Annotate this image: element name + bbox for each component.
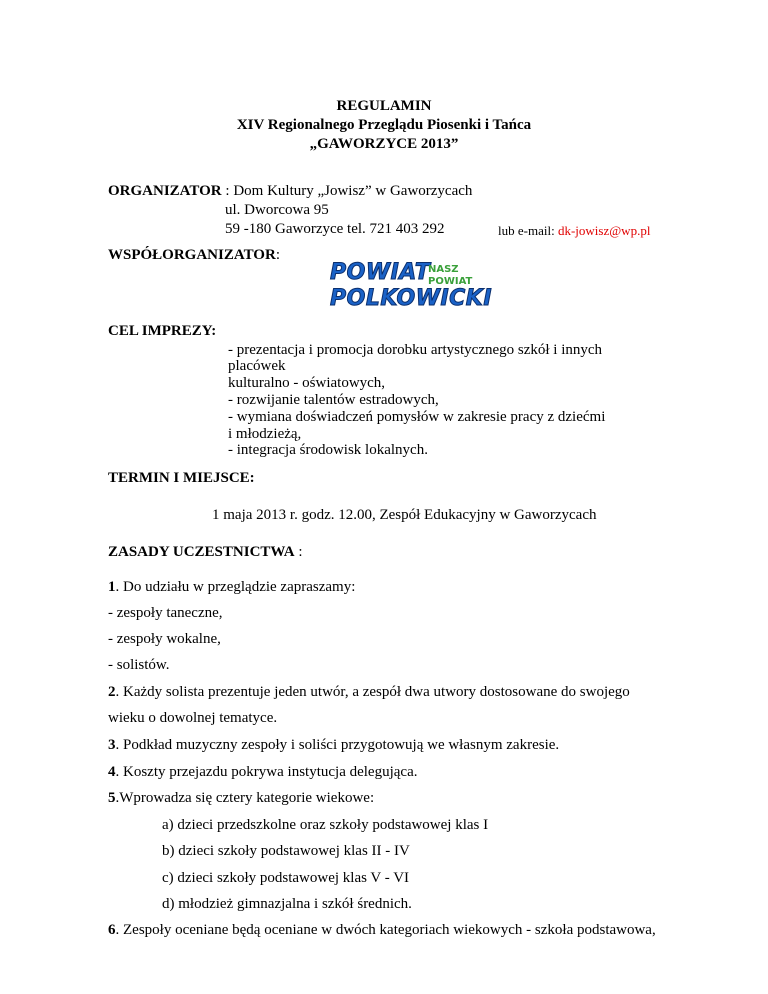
goal-label: CEL IMPREZY: (108, 323, 217, 339)
goal-line: - rozwijanie talentów estradowych, (228, 392, 439, 408)
rule-item: 6. Zespoły oceniane będą oceniane w dwóch kategoriach wiekowych - szkoła podstawowa, (108, 922, 656, 938)
age-category: a) dzieci przedszkolne oraz szkoły podstawowej klas I (162, 817, 489, 833)
logo-line1: POWIAT (330, 260, 431, 285)
document-title: REGULAMIN (336, 98, 432, 114)
logo-line2: POLKOWICKI (330, 286, 493, 311)
term-label: TERMIN I MIEJSCE: (108, 470, 255, 486)
goal-line: - prezentacja i promocja dorobku artystycznego szkół i innych (228, 342, 603, 358)
rule-item: - zespoły taneczne, (108, 605, 223, 621)
coorganizer-line (108, 247, 280, 264)
organizer-label: ORGANIZATOR (108, 183, 222, 199)
age-category: d) młodzież gimnazjalna i szkół średnich. (162, 896, 412, 912)
organizer-name: Dom Kultury „Jowisz” w Gaworzycach (233, 183, 473, 199)
powiat-polkowicki-logo (330, 260, 493, 312)
rule-item: - solistów. (108, 657, 170, 673)
organizer-sep: : (221, 183, 234, 199)
rule-item: 2. Każdy solista prezentuje jeden utwór, a zespół dwa utwory dostosowane do swojego (108, 684, 630, 700)
rules-heading (108, 544, 303, 561)
organizer-email-line (498, 223, 650, 239)
age-category: c) dzieci szkoły podstawowej klas V - VI (162, 870, 410, 886)
coorganizer-colon: : (275, 247, 280, 263)
age-category: b) dzieci szkoły podstawowej klas II - IV (162, 843, 410, 859)
rule-item: wieku o dowolnej tematyce. (108, 710, 278, 726)
document-subtitle: XIV Regionalnego Przeglądu Piosenki i Tańca (236, 117, 532, 133)
rules-label: ZASADY UCZESTNICTWA (108, 544, 295, 560)
email-link[interactable]: dk-jowisz@wp.pl (557, 223, 651, 238)
rules-colon: : (294, 544, 303, 560)
event-name: „GAWORZYCE 2013” (309, 136, 459, 152)
term-text: 1 maja 2013 r. godz. 12.00, Zespół Edukacyjny w Gaworzycach (212, 507, 597, 523)
coorganizer-label: WSPÓŁORGANIZATOR (108, 247, 276, 263)
organizer-city-phone: 59 -180 Gaworzyce tel. 721 403 292 (225, 221, 445, 237)
rule-item: - zespoły wokalne, (108, 631, 221, 647)
rule-item: 4. Koszty przejazdu pokrywa instytucja delegująca. (108, 764, 418, 780)
email-label: lub e-mail: (498, 223, 558, 238)
logo-tag1: NASZ (428, 264, 459, 275)
rule-item: 1. Do udziału w przeglądzie zapraszamy: (108, 579, 356, 595)
organizer-street: ul. Dworcowa 95 (225, 202, 329, 218)
goal-line: - integracja środowisk lokalnych. (228, 442, 428, 458)
logo-tag2: POWIAT (428, 276, 473, 287)
goal-line: i młodzieżą, (228, 426, 302, 442)
rule-item: 3. Podkład muzyczny zespoły i soliści przygotowują we własnym zakresie. (108, 737, 560, 753)
rule-item: 5.Wprowadza się cztery kategorie wiekowe: (108, 790, 375, 806)
organizer-line (108, 183, 472, 200)
goal-line: - wymiana doświadczeń pomysłów w zakresie pracy z dziećmi (228, 409, 606, 425)
goal-line: placówek (228, 358, 286, 374)
goal-line: kulturalno - oświatowych, (228, 375, 386, 391)
